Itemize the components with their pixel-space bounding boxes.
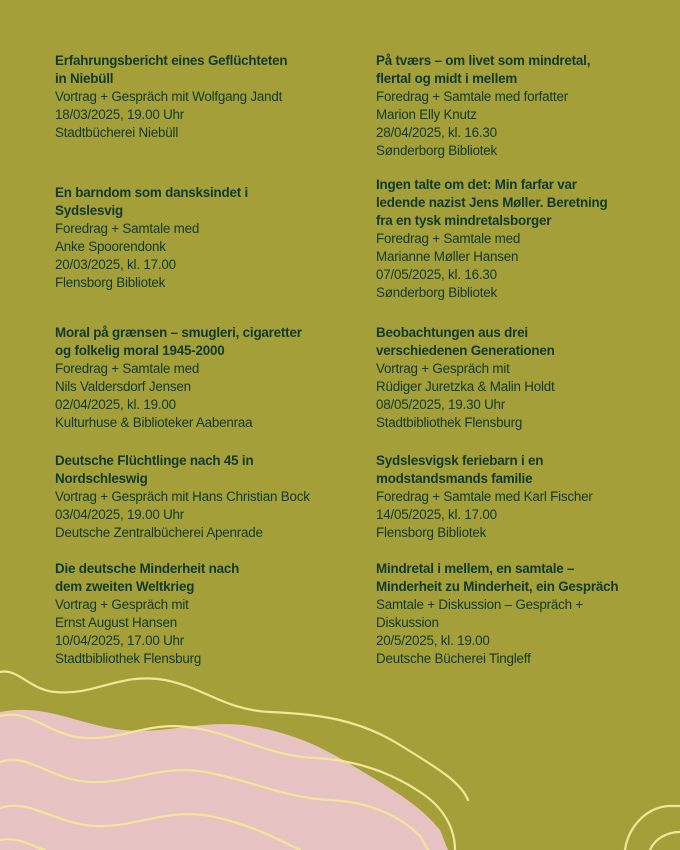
event-date: 18/03/2025, 19.00 Uhr [55, 107, 185, 122]
event-venue: Sønderborg Bibliotek [376, 285, 498, 300]
event-venue: Flensborg Bibliotek [55, 275, 166, 290]
event-title: På tværs – om livet som mindretal, flertal og midt i mellem [376, 53, 591, 86]
event-item [55, 52, 355, 142]
event-date: 03/04/2025, 19.00 Uhr [55, 507, 185, 522]
event-format: Samtale + Diskussion – Gespräch + [376, 597, 584, 612]
event-item [376, 560, 666, 668]
event-format: Foredrag + Samtale med [55, 361, 200, 376]
event-format: Vortrag + Gespräch mit [376, 361, 510, 376]
event-venue: Stadtbibliothek Flensburg [55, 651, 202, 666]
event-venue: Sønderborg Bibliotek [376, 143, 498, 158]
event-speaker: Marion Elly Knutz [376, 107, 477, 122]
event-title: Deutsche Flüchtlinge nach 45 in Nordschleswig [55, 453, 254, 486]
event-title: Sydslesvigsk feriebarn i en modstandsmands familie [376, 453, 544, 486]
event-date: 20/03/2025, kl. 17.00 [55, 257, 176, 272]
event-venue: Deutsche Bücherei Tingleff [376, 651, 531, 666]
event-format: Foredrag + Samtale med forfatter [376, 89, 568, 104]
event-item [55, 184, 355, 292]
event-date: 14/05/2025, kl. 17.00 [376, 507, 497, 522]
event-item [376, 176, 666, 302]
wave-line-corner [625, 806, 680, 850]
event-title: Die deutsche Minderheit nach dem zweiten Weltkrieg [55, 561, 240, 594]
event-speaker: Nils Valdersdorf Jensen [55, 379, 191, 394]
event-title: Beobachtungen aus drei verschiedenen Generationen [376, 325, 555, 358]
event-format: Vortrag + Gespräch mit Hans Christian Bock [55, 489, 310, 504]
event-venue: Stadtbibliothek Flensburg [376, 415, 523, 430]
event-venue: Flensborg Bibliotek [376, 525, 487, 540]
event-item [376, 324, 666, 432]
event-date: 02/04/2025, kl. 19.00 [55, 397, 176, 412]
event-format: Vortrag + Gespräch mit Wolfgang Jandt [55, 89, 283, 104]
event-speaker: Marianne Møller Hansen [376, 249, 519, 264]
event-format: Foredrag + Samtale med [55, 221, 200, 236]
event-item [376, 452, 666, 542]
wave-line-corner-2 [650, 832, 680, 850]
event-date: 08/05/2025, 19.30 Uhr [376, 397, 506, 412]
event-venue: Stadtbücherei Niebüll [55, 125, 179, 140]
event-format: Foredrag + Samtale med Karl Fischer [376, 489, 593, 504]
event-speaker: Anke Spoorendonk [55, 239, 166, 254]
event-date: 07/05/2025, kl. 16.30 [376, 267, 497, 282]
event-item [55, 452, 355, 542]
event-format-cont: Diskussion [376, 615, 439, 630]
event-title: En barndom som dansksindet i Sydslesvig [55, 185, 249, 218]
event-title: Mindretal i mellem, en samtale – Minderheit zu Minderheit, ein Gespräch [376, 561, 619, 594]
event-venue: Deutsche Zentralbücherei Apenrade [55, 525, 263, 540]
event-date: 10/04/2025, 17.00 Uhr [55, 633, 185, 648]
event-speaker: Ernst August Hansen [55, 615, 177, 630]
event-format: Foredrag + Samtale med [376, 231, 521, 246]
event-item [55, 324, 355, 432]
event-speaker: Rüdiger Juretzka & Malin Holdt [376, 379, 555, 394]
pink-wave-band [0, 710, 448, 850]
event-format: Vortrag + Gespräch mit [55, 597, 189, 612]
event-date: 20/5/2025, kl. 19.00 [376, 633, 490, 648]
event-title: Moral på grænsen – smugleri, cigaretter og folkelig moral 1945-2000 [55, 325, 302, 358]
event-date: 28/04/2025, kl. 16.30 [376, 125, 497, 140]
event-item [55, 560, 355, 668]
event-venue: Kulturhuse & Biblioteker Aabenraa [55, 415, 253, 430]
event-item [376, 52, 666, 160]
event-title: Ingen talte om det: Min farfar var ledende nazist Jens Møller. Beretning fra en tysk mindretalsborger [376, 177, 608, 228]
event-title: Erfahrungsbericht eines Geflüchteten in Niebüll [55, 53, 288, 86]
